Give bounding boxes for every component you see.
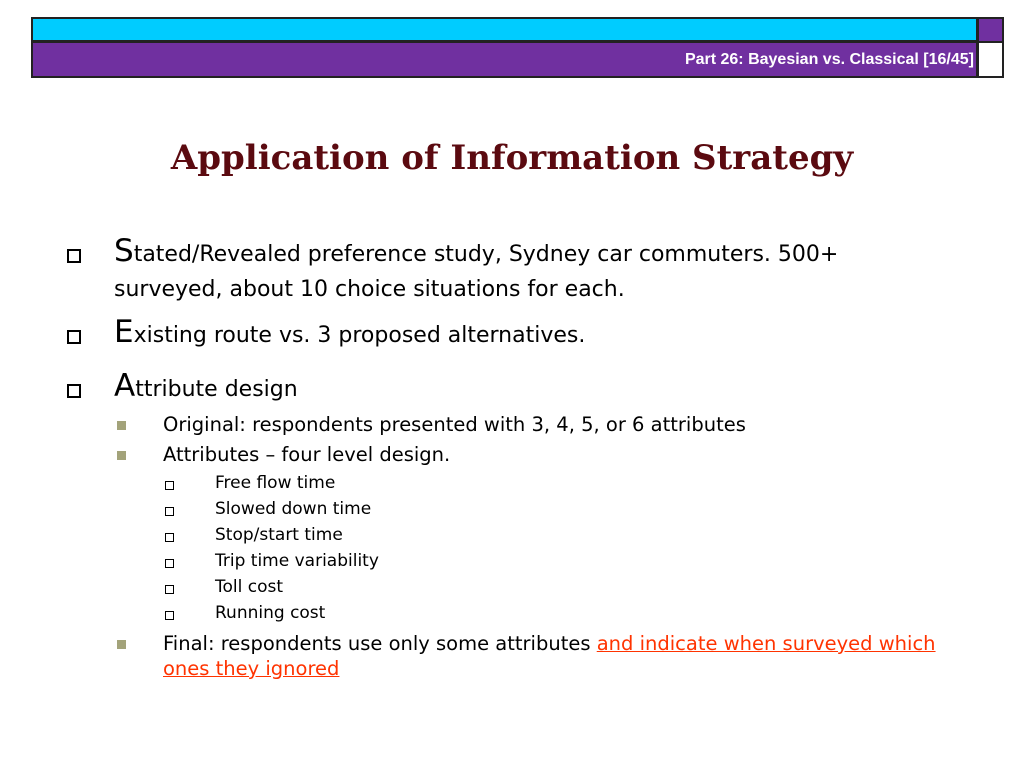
- attribute-item: Running cost: [215, 603, 326, 623]
- attribute-item: Slowed down time: [215, 499, 372, 519]
- slide-header: Part 26: Bayesian vs. Classical [16/45]: [684, 51, 974, 68]
- sub-bullet-attributes: Attributes – four level design.: [163, 443, 451, 466]
- final-link-line1[interactable]: and indicate when surveyed which: [596, 632, 936, 655]
- bullet-existing: [114, 314, 586, 351]
- attribute-item: Toll cost: [215, 577, 284, 597]
- small-square-bullet-icon: [165, 585, 174, 594]
- attribute-item: Free flow time: [215, 473, 336, 493]
- sub-bullet-original: Original: respondents presented with 3, 4, 5, or 6 attributes: [163, 413, 746, 436]
- small-square-bullet-icon: [165, 611, 174, 620]
- attribute-item: Stop/start time: [215, 525, 343, 545]
- filled-square-bullet-icon: [117, 421, 126, 430]
- hollow-square-bullet-icon: [67, 330, 81, 344]
- small-square-bullet-icon: [165, 533, 174, 542]
- bullet-text: xisting route vs. 3 proposed alternatives.: [133, 323, 586, 348]
- bullet-initial: E: [114, 314, 134, 350]
- slide-title: Application of Information Strategy: [170, 138, 854, 178]
- bullet-text: tated/Revealed preference study, Sydney car commuters. 500+: [133, 242, 839, 267]
- bullet-stated: [114, 233, 839, 270]
- filled-square-bullet-icon: [117, 640, 126, 649]
- bullet-initial: S: [114, 233, 134, 269]
- hollow-square-bullet-icon: [67, 384, 81, 398]
- attribute-item: Trip time variability: [215, 551, 379, 571]
- bullet-text: ttribute design: [135, 377, 298, 402]
- corner-square-top: [977, 17, 1004, 43]
- bullet-initial: A: [114, 368, 136, 404]
- final-text: Final: respondents use only some attributes: [163, 632, 597, 655]
- small-square-bullet-icon: [165, 559, 174, 568]
- small-square-bullet-icon: [165, 481, 174, 490]
- hollow-square-bullet-icon: [67, 249, 81, 263]
- small-square-bullet-icon: [165, 507, 174, 516]
- filled-square-bullet-icon: [117, 451, 126, 460]
- sub-bullet-final: [163, 631, 936, 656]
- header-band-top: [31, 17, 978, 42]
- bullet-stated-line2: surveyed, about 10 choice situations for each.: [114, 277, 625, 302]
- bullet-attribute: [114, 368, 298, 405]
- final-link-line2[interactable]: ones they ignored: [163, 657, 340, 680]
- corner-square-bottom: [977, 41, 1004, 78]
